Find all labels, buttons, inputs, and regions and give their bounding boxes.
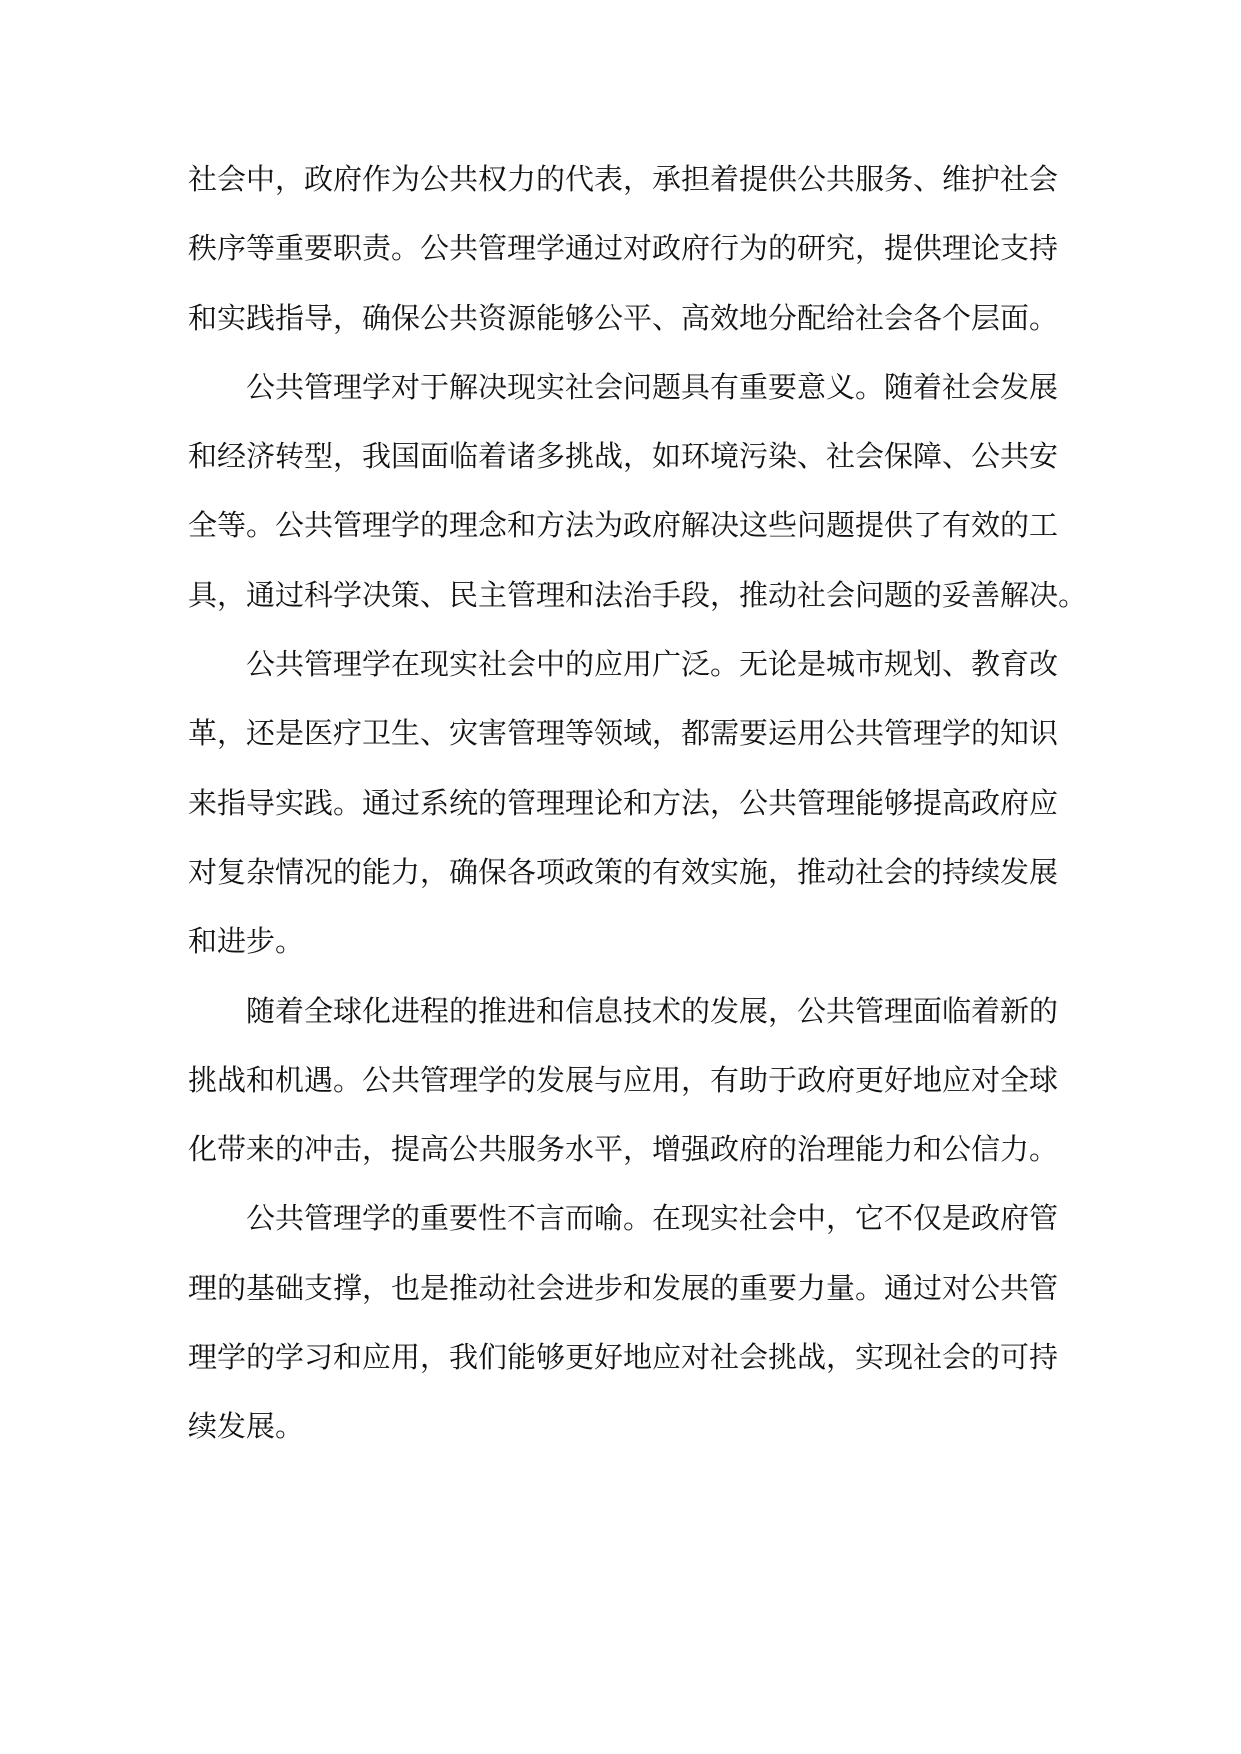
paragraph-1-line-3: 和实践指导，确保公共资源能够公平、高效地分配给社会各个层面。 bbox=[188, 300, 1059, 335]
paragraph-1-line-2: 秩序等重要职责。公共管理学通过对政府行为的研究，提供理论支持 bbox=[188, 231, 1059, 266]
paragraph-3-line-3: 来指导实践。通过系统的管理理论和方法，公共管理能够提高政府应 bbox=[188, 785, 1059, 820]
paragraph-1-line-1: 社会中，政府作为公共权力的代表，承担着提供公共服务、维护社会 bbox=[188, 162, 1059, 196]
paragraph-2-line-4: 具，通过科学决策、民主管理和法治手段，推动社会问题的妥善解决。 bbox=[188, 577, 1088, 612]
paragraph-4-line-1: 随着全球化进程的推进和信息技术的发展，公共管理面临着新的 bbox=[246, 993, 1059, 1028]
paragraph-4-line-2: 挑战和机遇。公共管理学的发展与应用，有助于政府更好地应对全球 bbox=[188, 1062, 1059, 1097]
body-text bbox=[188, 145, 1088, 1462]
paragraph-3-line-5: 和进步。 bbox=[188, 924, 305, 959]
paragraph-3-line-1: 公共管理学在现实社会中的应用广泛。无论是城市规划、教育改 bbox=[246, 647, 1059, 682]
paragraph-5-line-4: 续发展。 bbox=[188, 1409, 305, 1444]
paragraph-3-line-2: 革，还是医疗卫生、灾害管理等领域，都需要运用公共管理学的知识 bbox=[188, 716, 1059, 751]
paragraph-2-line-2: 和经济转型，我国面临着诸多挑战，如环境污染、社会保障、公共安 bbox=[188, 439, 1059, 474]
paragraph-2-line-3: 全等。公共管理学的理念和方法为政府解决这些问题提供了有效的工 bbox=[188, 508, 1059, 543]
paragraph-3-line-4: 对复杂情况的能力，确保各项政策的有效实施，推动社会的持续发展 bbox=[188, 854, 1059, 889]
paragraph-5-line-2: 理的基础支撑，也是推动社会进步和发展的重要力量。通过对公共管 bbox=[188, 1270, 1059, 1305]
paragraph-5-line-3: 理学的学习和应用，我们能够更好地应对社会挑战，实现社会的可持 bbox=[188, 1340, 1059, 1375]
paragraph-2-line-1: 公共管理学对于解决现实社会问题具有重要意义。随着社会发展 bbox=[246, 369, 1059, 404]
paragraph-4-line-3: 化带来的冲击，提高公共服务水平，增强政府的治理能力和公信力。 bbox=[188, 1132, 1059, 1167]
paragraph-5-line-1: 公共管理学的重要性不言而喻。在现实社会中，它不仅是政府管 bbox=[246, 1201, 1059, 1236]
